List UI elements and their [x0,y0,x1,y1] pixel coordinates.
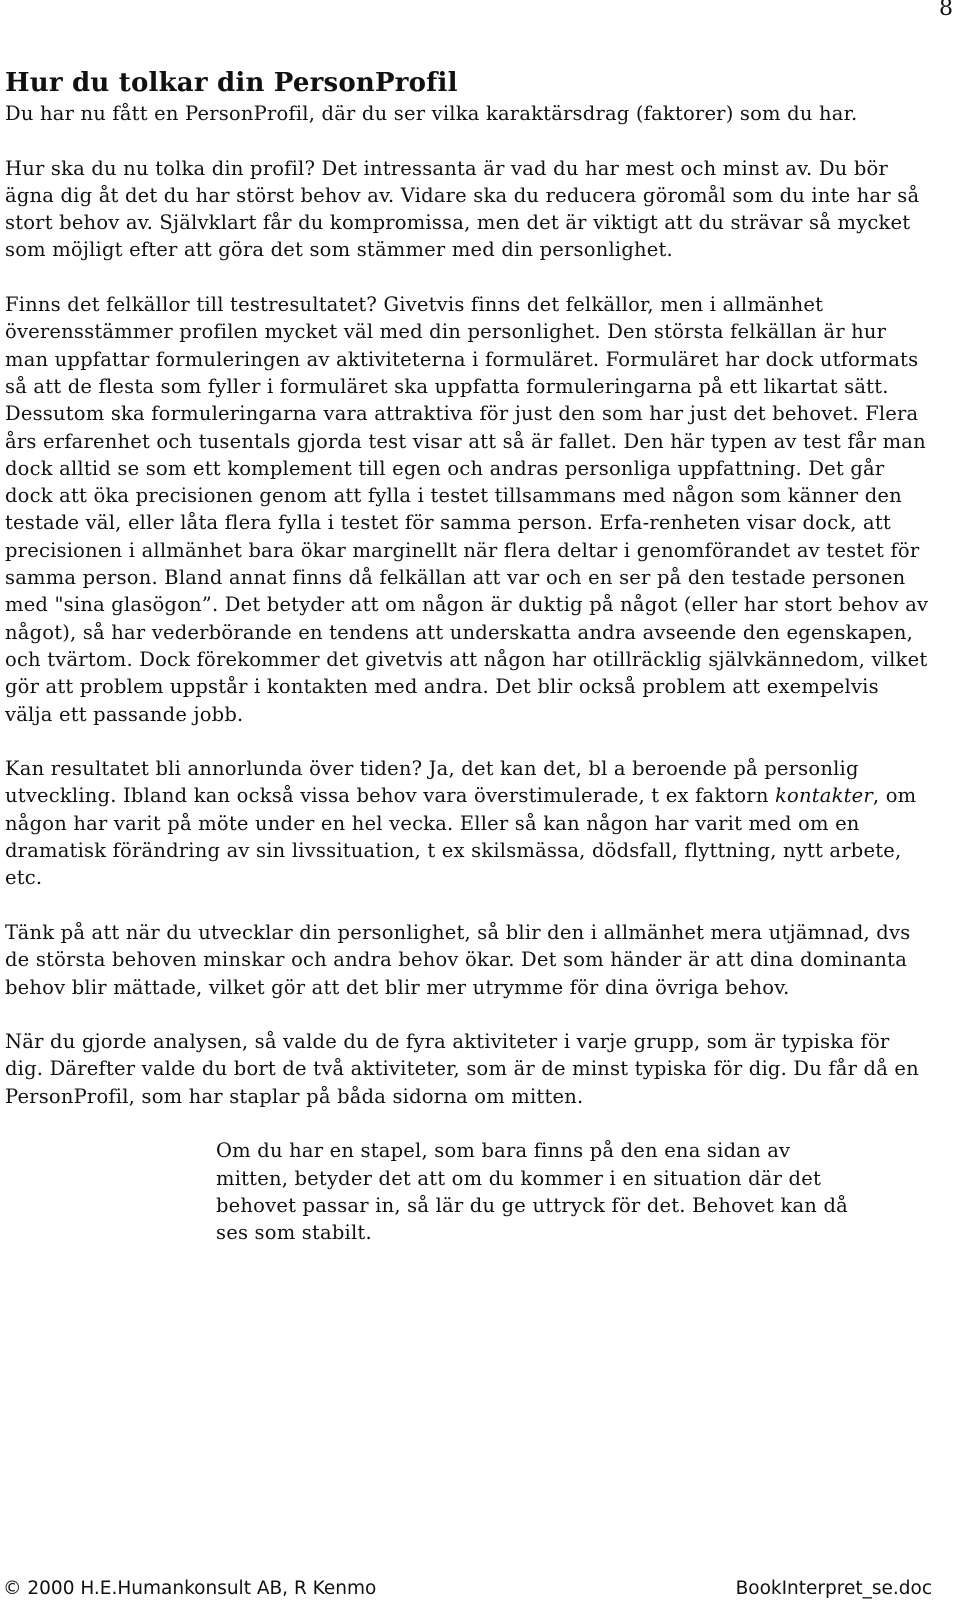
paragraph-intro: Du har nu fått en PersonProfil, där du ser vilka karaktärsdrag (faktorer) som du har. [5,102,858,125]
paragraph-change-over-time [5,755,930,891]
page-number: 8 [939,0,953,21]
document-body [5,66,930,1274]
italic-term: kontakter [775,784,873,808]
paragraph-development: Tänk på att när du utvecklar din personlighet, så blir den i allmänhet mera utjämnad, dvs de största behoven minskar och andra behov ökar. Det som händer är att dina dominanta behov blir mättade, vilket gör att det blir mer utrymme för dina övriga behov. [5,920,911,999]
paragraph-stable-bar: Om du har en stapel, som bara finns på den ena sidan av mitten, betyder det att om du kommer i en situation där det behovet passar in, så lär du ge uttryck för det. Behovet kan då ses som stabilt. [216,1139,848,1245]
footer-filename: BookInterpret_se.doc [735,1578,932,1599]
section-title: Hur du tolkar din PersonProfil [5,68,458,98]
paragraph-interpret: Hur ska du nu tolka din profil? Det intressanta är vad du har mest och minst av. Du bör ägna dig åt det du har störst behov av. Vidare ska du reducera göromål som du inte har så stort behov av. Självklart får du kompromissa, men det är viktigt att du strävar så mycket som möjligt efter att göra det som stämmer med din personlighet. [5,156,920,262]
page-footer [0,1577,960,1601]
paragraph-analysis: När du gjorde analysen, så valde du de fyra aktiviteter i varje grupp, som är typiska för dig. Därefter valde du bort de två aktiviteter, som är de minst typiska för dig. Du får då en PersonProfil, som har staplar på båda sidorna om mitten. [5,1030,919,1108]
paragraph-text: , om någon har varit på möte under en hel vecka. Eller så kan någon har varit med om en dramatisk förändring av sin livssituation, t ex skilsmässa, dödsfall, flyttning, nytt arbete, etc. [5,784,917,890]
paragraph-text: Kan resultatet bli annorlunda över tiden? Ja, det kan det, bl a beroende på personlig utveckling. Ibland kan också vissa behov vara överstimulerade, t ex faktorn [5,757,859,808]
paragraph-error-sources: Finns det felkällor till testresultatet? Givetvis finns det felkällor, men i allmänhet överensstämmer profilen mycket väl med din personlighet. Den största felkällan är hur man uppfattar formuleringen av aktiviteterna i formuläret. Formuläret har dock utformats så att de flesta som fyller i formuläret ska uppfatta formuleringarna på ett likartat sätt. Dessutom ska formuleringarna vara attraktiva för just den som har just det behovet. Flera års erfarenhet och tusentals gjorda test visar att så är fallet. Den här typen av test får man dock alltid se som ett komplement till egen och andras personliga uppfattning. Det går dock att öka precisionen genom att fylla i testet tillsammans med någon som känner den testade väl, eller låta flera fylla i testet för samma person. Erfa-renheten visar dock, att precisionen i allmänhet bara ökar marginellt när flera deltar i genomförandet av testet för samma person. Bland annat finns då felkällan att var och en ser på den testade personen med "sina glasögon”. Det betyder att om någon är duktig på något (eller har stort behov av något), så har vederbörande en tendens att underskatta andra avseende den egenskapen, och tvärtom. Dock förekommer det givetvis att någon har otillräcklig självkännedom, vilket gör att problem uppstår i kontakten med andra. Det blir också problem att exempelvis välja ett passande jobb. [5,293,929,726]
footer-copyright: © 2000 H.E.Humankonsult AB, R Kenmo [3,1578,377,1599]
